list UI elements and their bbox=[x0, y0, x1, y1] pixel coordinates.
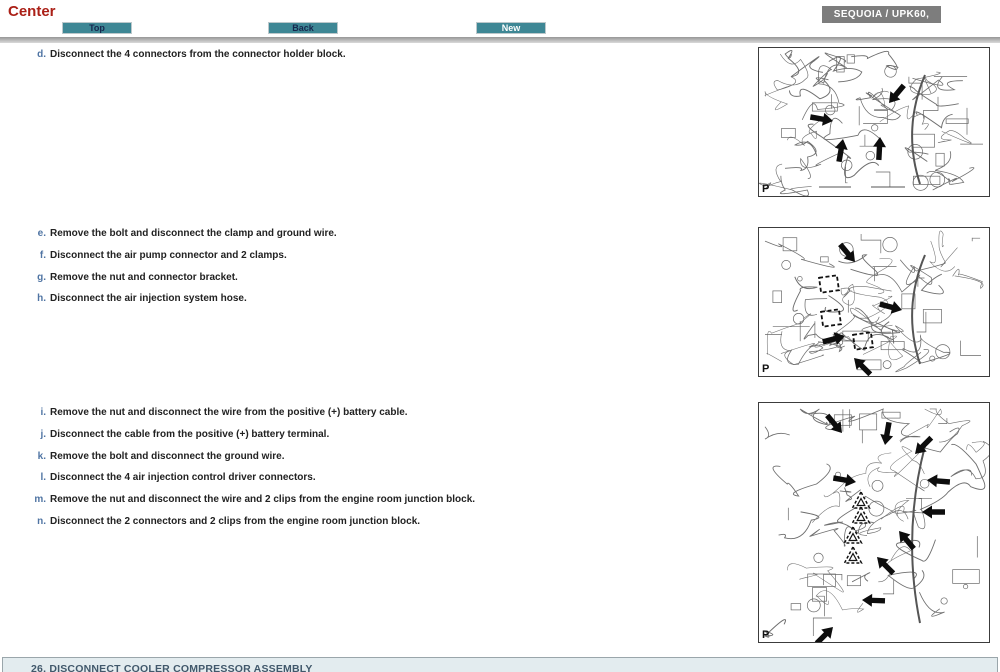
step-m bbox=[28, 494, 475, 505]
figure-air-pump-hose bbox=[758, 227, 990, 377]
next-section-bar bbox=[2, 657, 998, 672]
step-letter: f. bbox=[39, 250, 46, 261]
figure-label: P bbox=[762, 363, 770, 375]
engine-line-drawing bbox=[759, 48, 989, 196]
step-letter: j. bbox=[40, 429, 46, 440]
step-text: Remove the nut and disconnect the wire and 2 clips from the engine room junction block. bbox=[50, 494, 476, 505]
figure-connector-holder-block bbox=[758, 47, 990, 197]
step-text: Disconnect the 4 air injection control driver connectors. bbox=[50, 472, 316, 483]
step-text: Remove the bolt and disconnect the clamp and ground wire. bbox=[50, 228, 337, 239]
step-text: Disconnect the air injection system hose. bbox=[50, 293, 247, 304]
new-button[interactable]: New bbox=[476, 22, 546, 34]
step-letter: i. bbox=[40, 407, 46, 418]
engine-line-drawing bbox=[759, 228, 989, 376]
figure-label: P bbox=[762, 183, 770, 195]
step-letter: g. bbox=[37, 272, 46, 283]
step-text: Remove the nut and disconnect the wire from the positive (+) battery cable. bbox=[50, 407, 408, 418]
top-button[interactable]: Top bbox=[62, 22, 132, 34]
step-text: Disconnect the air pump connector and 2 clamps. bbox=[50, 250, 287, 261]
figure-engine-room-junction-block bbox=[758, 402, 990, 643]
step-i bbox=[28, 407, 408, 418]
step-letter: m. bbox=[34, 494, 46, 505]
step-letter: d. bbox=[37, 49, 46, 60]
figure-label: P bbox=[762, 629, 770, 641]
step-text: Disconnect the 2 connectors and 2 clips from the engine room junction block. bbox=[50, 516, 421, 527]
step-letter: h. bbox=[37, 293, 46, 304]
step-l bbox=[28, 472, 316, 483]
step-d bbox=[28, 49, 346, 60]
step-letter: n. bbox=[37, 516, 46, 527]
step-text: Disconnect the 4 connectors from the connector holder block. bbox=[50, 49, 346, 60]
step-f bbox=[28, 250, 287, 261]
step-k bbox=[28, 451, 284, 462]
vehicle-badge: SEQUOIA / UPK60, bbox=[822, 6, 941, 23]
step-letter: l. bbox=[40, 472, 46, 483]
step-text: Remove the nut and connector bracket. bbox=[50, 272, 238, 283]
step-h bbox=[28, 293, 247, 304]
step-letter: k. bbox=[37, 451, 46, 462]
step-n bbox=[28, 516, 420, 527]
engine-line-drawing bbox=[759, 403, 989, 642]
step-text: Remove the bolt and disconnect the ground wire. bbox=[50, 451, 285, 462]
page-title: Center bbox=[8, 3, 56, 20]
step-e bbox=[28, 228, 337, 239]
back-button[interactable]: Back bbox=[268, 22, 338, 34]
next-section-heading: 26. DISCONNECT COOLER COMPRESSOR ASSEMBLY bbox=[31, 663, 313, 672]
step-g bbox=[28, 272, 238, 283]
header-divider bbox=[0, 37, 1000, 43]
step-j bbox=[28, 429, 329, 440]
step-letter: e. bbox=[37, 228, 46, 239]
step-text: Disconnect the cable from the positive (+) battery terminal. bbox=[50, 429, 330, 440]
